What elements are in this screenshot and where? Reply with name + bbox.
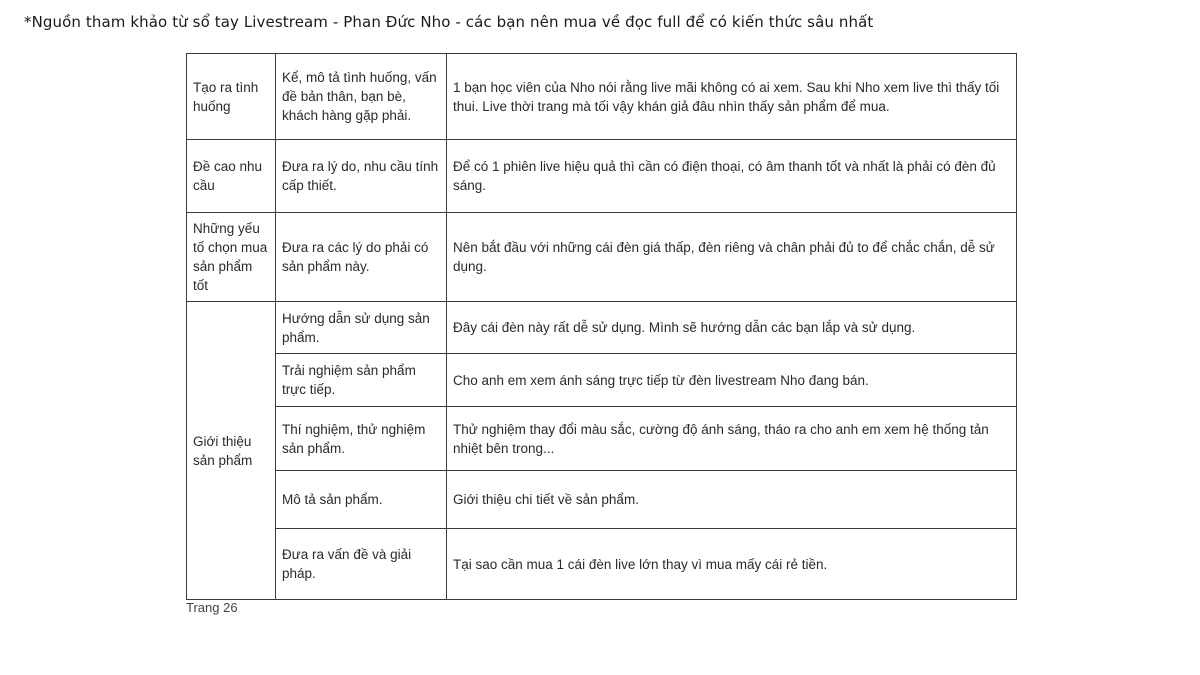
step-cell: Tạo ra tình huống	[187, 54, 276, 140]
table-row	[187, 529, 1017, 600]
example-cell: Cho anh em xem ánh sáng trực tiếp từ đèn livestream Nho đang bán.	[447, 354, 1017, 407]
example-cell: Tại sao cần mua 1 cái đèn live lớn thay vì mua mấy cái rẻ tiền.	[447, 529, 1017, 600]
source-note: *Nguồn tham khảo từ sổ tay Livestream - Phan Đức Nho - các bạn nên mua về đọc full để có kiến thức sâu nhất	[24, 13, 874, 31]
table-row	[187, 302, 1017, 354]
method-cell: Mô tả sản phẩm.	[276, 471, 447, 529]
method-cell: Trải nghiệm sản phẩm trực tiếp.	[276, 354, 447, 407]
method-cell: Đưa ra lý do, nhu cầu tính cấp thiết.	[276, 140, 447, 213]
table-row	[187, 354, 1017, 407]
method-cell: Đưa ra các lý do phải có sản phẩm này.	[276, 213, 447, 302]
page-footer: Trang 26	[186, 600, 238, 615]
step-cell: Những yếu tố chọn mua sản phẩm tốt	[187, 213, 276, 302]
example-cell: Nên bắt đầu với những cái đèn giá thấp, đèn riêng và chân phải đủ to để chắc chắn, dễ sử dụng.	[447, 213, 1017, 302]
table-row	[187, 471, 1017, 529]
step-cell-intro-group: Giới thiệu sản phẩm	[187, 302, 276, 600]
method-cell: Đưa ra vấn đề và giải pháp.	[276, 529, 447, 600]
example-cell: 1 bạn học viên của Nho nói rằng live mãi không có ai xem. Sau khi Nho xem live thì thấy tối thui. Live thời trang mà tối vậy khán giả đâu nhìn thấy sản phẩm để mua.	[447, 54, 1017, 140]
table-row	[187, 54, 1017, 140]
step-cell: Đề cao nhu cầu	[187, 140, 276, 213]
method-cell: Hướng dẫn sử dụng sản phẩm.	[276, 302, 447, 354]
example-cell: Thử nghiệm thay đổi màu sắc, cường độ ánh sáng, tháo ra cho anh em xem hệ thống tản nhiệt bên trong...	[447, 407, 1017, 471]
livestream-table	[186, 53, 1017, 600]
example-cell: Đây cái đèn này rất dễ sử dụng. Mình sẽ hướng dẫn các bạn lắp và sử dụng.	[447, 302, 1017, 354]
table-row	[187, 407, 1017, 471]
table-row	[187, 213, 1017, 302]
method-cell: Thí nghiệm, thử nghiệm sản phẩm.	[276, 407, 447, 471]
method-cell: Kể, mô tả tình huống, vấn đề bản thân, bạn bè, khách hàng gặp phải.	[276, 54, 447, 140]
table-row	[187, 140, 1017, 213]
example-cell: Để có 1 phiên live hiệu quả thì cần có điện thoại, có âm thanh tốt và nhất là phải có đèn đủ sáng.	[447, 140, 1017, 213]
example-cell: Giới thiệu chi tiết về sản phẩm.	[447, 471, 1017, 529]
